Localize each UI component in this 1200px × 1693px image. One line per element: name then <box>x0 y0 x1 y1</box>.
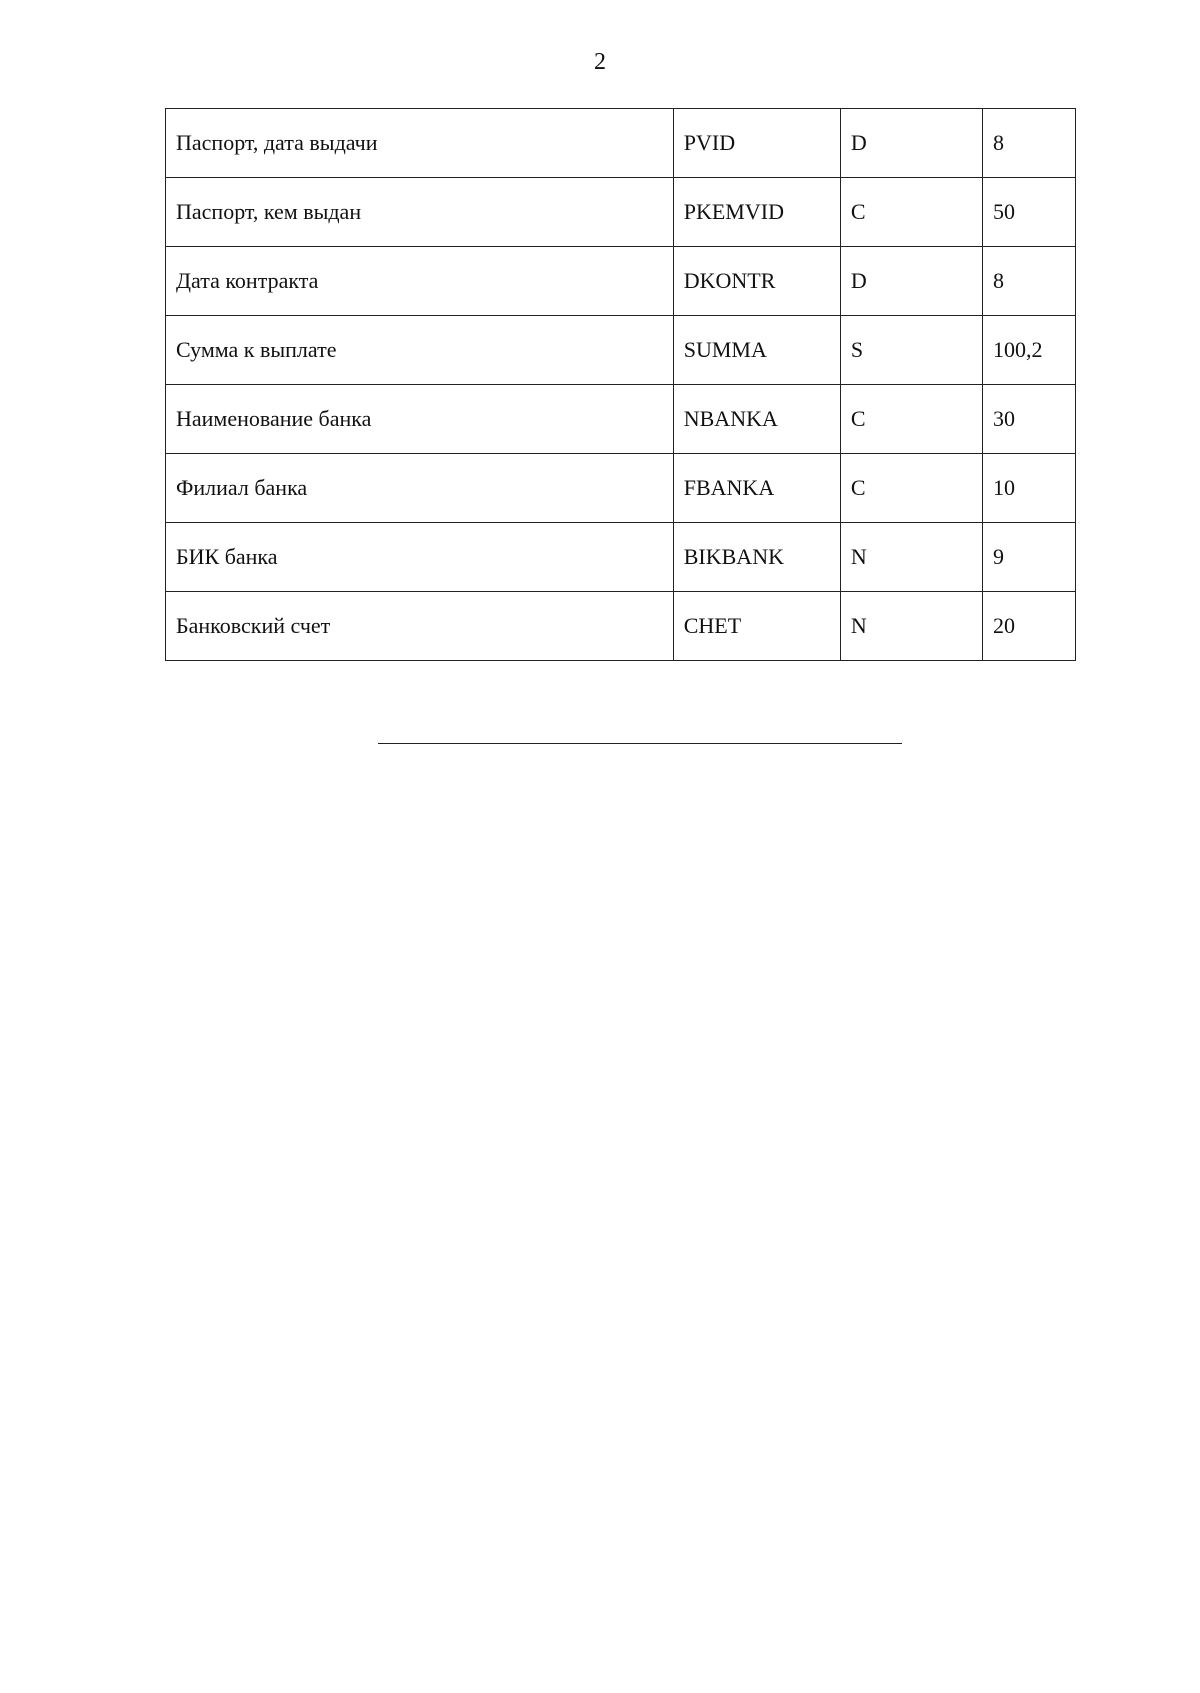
field-name-cell: Филиал банка <box>166 454 674 523</box>
table-row <box>166 592 1076 661</box>
field-code-cell: PKEMVID <box>673 178 840 247</box>
table-row <box>166 454 1076 523</box>
field-code-cell: BIKBANK <box>673 523 840 592</box>
field-code-cell: CHET <box>673 592 840 661</box>
field-type-cell: S <box>840 316 982 385</box>
field-name-cell: Дата контракта <box>166 247 674 316</box>
field-length-cell: 20 <box>982 592 1075 661</box>
field-name-cell: Сумма к выплате <box>166 316 674 385</box>
end-of-document-rule <box>378 743 902 744</box>
table-row <box>166 385 1076 454</box>
field-length-cell: 100,2 <box>982 316 1075 385</box>
field-length-cell: 8 <box>982 109 1075 178</box>
field-type-cell: C <box>840 454 982 523</box>
table-row <box>166 178 1076 247</box>
field-length-cell: 9 <box>982 523 1075 592</box>
field-code-cell: NBANKA <box>673 385 840 454</box>
field-type-cell: D <box>840 109 982 178</box>
field-code-cell: DKONTR <box>673 247 840 316</box>
field-length-cell: 30 <box>982 385 1075 454</box>
field-name-cell: Паспорт, кем выдан <box>166 178 674 247</box>
field-length-cell: 8 <box>982 247 1075 316</box>
table-row <box>166 109 1076 178</box>
field-type-cell: C <box>840 178 982 247</box>
table-row <box>166 523 1076 592</box>
table-row <box>166 247 1076 316</box>
field-name-cell: Паспорт, дата выдачи <box>166 109 674 178</box>
field-name-cell: БИК банка <box>166 523 674 592</box>
field-code-cell: FBANKA <box>673 454 840 523</box>
field-length-cell: 50 <box>982 178 1075 247</box>
field-specification-table <box>165 108 1076 661</box>
table-row <box>166 316 1076 385</box>
field-type-cell: N <box>840 523 982 592</box>
field-code-cell: SUMMA <box>673 316 840 385</box>
field-type-cell: C <box>840 385 982 454</box>
field-name-cell: Банковский счет <box>166 592 674 661</box>
field-name-cell: Наименование банка <box>166 385 674 454</box>
field-type-cell: N <box>840 592 982 661</box>
field-code-cell: PVID <box>673 109 840 178</box>
page-number: 2 <box>594 49 606 75</box>
field-length-cell: 10 <box>982 454 1075 523</box>
field-type-cell: D <box>840 247 982 316</box>
